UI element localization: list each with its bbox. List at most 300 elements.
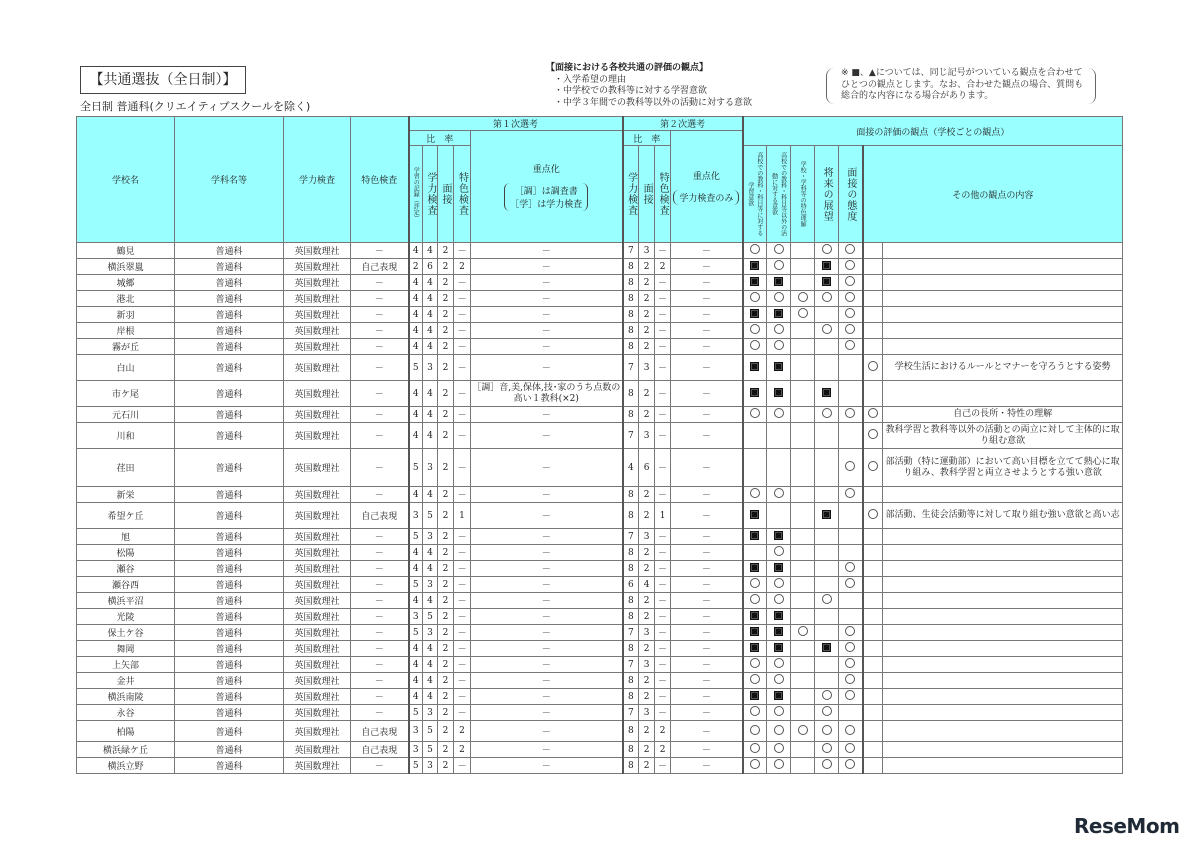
school-name: 城郷	[77, 275, 175, 291]
second-emphasis: －	[671, 673, 743, 689]
view-mark-cell	[791, 545, 815, 561]
second-emphasis: －	[671, 545, 743, 561]
first-ratio-value: 4	[423, 561, 438, 577]
other-view-text	[883, 721, 1123, 742]
circle-icon	[774, 260, 784, 270]
tokushoku-test: －	[351, 243, 409, 259]
second-ratio-value: 2	[639, 609, 655, 625]
first-ratio-value: －	[454, 593, 471, 609]
col-view-attitude: 面接の態度	[844, 166, 856, 222]
view-mark-cell	[791, 625, 815, 641]
circle-icon	[750, 408, 760, 418]
gakuryoku-subjects: 英国数理社	[284, 449, 351, 487]
view-mark-cell	[839, 323, 863, 339]
first-ratio-value: －	[454, 561, 471, 577]
view-mark-cell	[791, 355, 815, 381]
first-ratio-value: －	[454, 339, 471, 355]
second-ratio-value: －	[655, 291, 671, 307]
second-emphasis: －	[671, 503, 743, 529]
second-ratio-value: 8	[623, 259, 639, 275]
other-mark-cell	[863, 487, 883, 503]
circle-icon	[845, 292, 855, 302]
other-view-text: 学校生活におけるルールとマナーを守ろうとする姿勢	[883, 355, 1123, 381]
school-name: 希望ケ丘	[77, 503, 175, 529]
tokushoku-test: －	[351, 307, 409, 323]
first-emphasis: －	[471, 339, 623, 355]
second-emphasis: －	[671, 689, 743, 705]
view-mark-cell	[815, 503, 839, 529]
second-ratio-value: 8	[623, 721, 639, 742]
view-mark-cell	[791, 561, 815, 577]
gakuryoku-subjects: 英国数理社	[284, 291, 351, 307]
view-mark-cell	[743, 381, 767, 407]
tokushoku-test: －	[351, 449, 409, 487]
other-view-text	[883, 307, 1123, 323]
dept-name: 普通科	[175, 449, 284, 487]
gakuryoku-subjects: 英国数理社	[284, 259, 351, 275]
second-emphasis: －	[671, 561, 743, 577]
first-ratio-value: －	[454, 705, 471, 721]
view-mark-cell	[767, 307, 791, 323]
first-ratio-value: 4	[409, 487, 423, 503]
gakuryoku-subjects: 英国数理社	[284, 689, 351, 705]
second-ratio-value: －	[655, 275, 671, 291]
filled-square-icon	[750, 309, 759, 318]
first-ratio-value: 4	[409, 275, 423, 291]
first-ratio-value: 2	[438, 243, 454, 259]
circle-icon	[774, 546, 784, 556]
col-ratio-1: 比 率	[409, 131, 471, 146]
other-mark-cell	[863, 503, 883, 529]
second-emphasis: －	[671, 323, 743, 339]
first-ratio-value: 2	[438, 561, 454, 577]
col-other: その他の観点の内容	[863, 146, 1123, 243]
second-ratio-value: 8	[623, 758, 639, 774]
circle-icon	[750, 743, 760, 753]
view-mark-cell	[791, 449, 815, 487]
view-mark-cell	[839, 423, 863, 449]
circle-icon	[845, 725, 855, 735]
first-ratio-value: 4	[423, 641, 438, 657]
first-ratio-value: －	[454, 657, 471, 673]
first-ratio-value: 4	[409, 593, 423, 609]
first-ratio-value: 3	[409, 503, 423, 529]
first-ratio-value: 2	[438, 673, 454, 689]
other-mark-cell	[863, 323, 883, 339]
view-mark-cell	[767, 243, 791, 259]
second-ratio-value: 2	[639, 689, 655, 705]
circle-icon	[774, 658, 784, 668]
second-ratio-value: 3	[639, 529, 655, 545]
second-ratio-value: －	[655, 307, 671, 323]
other-view-text	[883, 291, 1123, 307]
second-emphasis: －	[671, 449, 743, 487]
view-mark-cell	[791, 407, 815, 423]
second-ratio-value: 2	[639, 593, 655, 609]
gakuryoku-subjects: 英国数理社	[284, 487, 351, 503]
other-mark-cell	[863, 657, 883, 673]
first-ratio-value: 1	[454, 503, 471, 529]
second-ratio-value: 7	[623, 625, 639, 641]
other-mark-cell	[863, 689, 883, 705]
view-mark-cell	[839, 243, 863, 259]
table-row	[77, 721, 1123, 742]
first-ratio-value: 2	[438, 275, 454, 291]
second-ratio-value: 3	[639, 657, 655, 673]
first-ratio-value: 2	[438, 742, 454, 758]
circle-icon	[750, 340, 760, 350]
second-ratio-value: 2	[639, 673, 655, 689]
filled-square-icon	[774, 691, 783, 700]
view-mark-cell	[815, 449, 839, 487]
second-ratio-value: 2	[639, 561, 655, 577]
dept-name: 普通科	[175, 291, 284, 307]
view-mark-cell	[815, 742, 839, 758]
second-emphasis: －	[671, 381, 743, 407]
view-mark-cell	[839, 689, 863, 705]
circle-icon	[750, 759, 760, 769]
tokushoku-test: －	[351, 355, 409, 381]
circle-icon	[774, 706, 784, 716]
second-ratio-value: 8	[623, 275, 639, 291]
second-emphasis: －	[671, 339, 743, 355]
second-ratio-value: －	[655, 407, 671, 423]
second-ratio-value: 4	[639, 577, 655, 593]
school-name: 白山	[77, 355, 175, 381]
view-mark-cell	[839, 545, 863, 561]
first-ratio-value: －	[454, 487, 471, 503]
view-mark-cell	[767, 705, 791, 721]
view-mark-cell	[791, 291, 815, 307]
filled-square-icon	[750, 261, 759, 270]
other-view-text	[883, 742, 1123, 758]
second-ratio-value: 8	[623, 545, 639, 561]
dept-name: 普通科	[175, 545, 284, 561]
table-row	[77, 449, 1123, 487]
tokushoku-test: －	[351, 407, 409, 423]
other-view-text	[883, 275, 1123, 291]
circle-icon	[868, 361, 878, 371]
filled-square-icon	[750, 563, 759, 572]
second-ratio-value: 2	[639, 641, 655, 657]
circle-icon	[845, 308, 855, 318]
second-ratio-value: 8	[623, 291, 639, 307]
second-emphasis: －	[671, 423, 743, 449]
second-ratio-value: －	[655, 705, 671, 721]
view-mark-cell	[767, 355, 791, 381]
view-mark-cell	[815, 577, 839, 593]
view-mark-cell	[815, 243, 839, 259]
view-mark-cell	[791, 641, 815, 657]
other-mark-cell	[863, 705, 883, 721]
circle-icon	[774, 725, 784, 735]
circle-icon	[845, 626, 855, 636]
second-ratio-value: －	[655, 545, 671, 561]
view-mark-cell	[743, 561, 767, 577]
first-ratio-value: 4	[409, 689, 423, 705]
other-view-text	[883, 259, 1123, 275]
view-mark-cell	[815, 641, 839, 657]
school-name: 横浜翠嵐	[77, 259, 175, 275]
other-mark-cell	[863, 275, 883, 291]
gakuryoku-subjects: 英国数理社	[284, 561, 351, 577]
view-mark-cell	[743, 545, 767, 561]
circle-icon	[750, 658, 760, 668]
first-emphasis: －	[471, 577, 623, 593]
filled-square-icon	[774, 362, 783, 371]
circle-icon	[845, 759, 855, 769]
circle-icon	[822, 408, 832, 418]
first-ratio-value: －	[454, 529, 471, 545]
first-ratio-value: 2	[438, 545, 454, 561]
first-emphasis: －	[471, 625, 623, 641]
first-ratio-value: －	[454, 673, 471, 689]
col-r1-record: 学習の記録（評定）	[412, 167, 420, 221]
view-mark-cell	[815, 355, 839, 381]
table-row	[77, 689, 1123, 705]
view-mark-cell	[839, 641, 863, 657]
first-ratio-value: 2	[409, 259, 423, 275]
first-ratio-value: 4	[423, 407, 438, 423]
first-emphasis: －	[471, 323, 623, 339]
other-view-text	[883, 381, 1123, 407]
filled-square-icon	[774, 531, 783, 540]
school-name: 霧が丘	[77, 339, 175, 355]
view-mark-cell	[791, 339, 815, 355]
dept-name: 普通科	[175, 307, 284, 323]
first-ratio-value: 4	[409, 307, 423, 323]
table-row	[77, 657, 1123, 673]
other-mark-cell	[863, 381, 883, 407]
other-mark-cell	[863, 742, 883, 758]
table-row	[77, 673, 1123, 689]
first-emphasis: －	[471, 423, 623, 449]
view-mark-cell	[767, 577, 791, 593]
second-emphasis: －	[671, 758, 743, 774]
school-name: 保土ケ谷	[77, 625, 175, 641]
second-ratio-value: 7	[623, 529, 639, 545]
view-mark-cell	[743, 487, 767, 503]
school-name: 市ケ尾	[77, 381, 175, 407]
view-mark-cell	[839, 307, 863, 323]
school-name: 舞岡	[77, 641, 175, 657]
first-ratio-value: 4	[423, 381, 438, 407]
col-view-activity: 高校での教科・科目等以外の活動に対する意欲	[770, 152, 787, 236]
view-mark-cell	[743, 243, 767, 259]
circle-icon	[774, 488, 784, 498]
second-ratio-value: 8	[623, 503, 639, 529]
view-mark-cell	[767, 323, 791, 339]
other-view-text: 部活動（特に運動部）において高い目標を立てて熱心に取り組み、教科学習と両立させようとする強い意欲	[883, 449, 1123, 487]
view-mark-cell	[791, 657, 815, 673]
view-mark-cell	[791, 487, 815, 503]
view-mark-cell	[767, 593, 791, 609]
view-mark-cell	[767, 609, 791, 625]
filled-square-icon	[822, 510, 831, 519]
other-view-text	[883, 657, 1123, 673]
view-mark-cell	[791, 689, 815, 705]
first-ratio-value: 2	[438, 355, 454, 381]
circle-icon	[868, 461, 878, 471]
first-emphasis: －	[471, 503, 623, 529]
dept-name: 普通科	[175, 355, 284, 381]
circle-icon	[822, 706, 832, 716]
dept-name: 普通科	[175, 243, 284, 259]
table-row	[77, 307, 1123, 323]
circle-icon	[774, 594, 784, 604]
table-row	[77, 545, 1123, 561]
jut1-note: ［調］は調査書 ［学］は学力検査	[504, 183, 588, 211]
first-ratio-value: －	[454, 545, 471, 561]
second-emphasis: －	[671, 593, 743, 609]
other-mark-cell	[863, 721, 883, 742]
first-ratio-value: 3	[423, 449, 438, 487]
first-ratio-value: －	[454, 577, 471, 593]
other-mark-cell	[863, 625, 883, 641]
circle-icon	[822, 759, 832, 769]
table-row	[77, 407, 1123, 423]
view-mark-cell	[743, 758, 767, 774]
second-ratio-value: 8	[623, 487, 639, 503]
other-view-text	[883, 673, 1123, 689]
filled-square-icon	[774, 627, 783, 636]
first-ratio-value: 4	[423, 339, 438, 355]
view-mark-cell	[815, 529, 839, 545]
view-mark-cell	[815, 339, 839, 355]
dept-name: 普通科	[175, 689, 284, 705]
circle-icon	[845, 743, 855, 753]
col-jut1	[471, 131, 623, 243]
second-emphasis: －	[671, 742, 743, 758]
view-mark-cell	[815, 381, 839, 407]
first-emphasis: －	[471, 673, 623, 689]
second-emphasis: －	[671, 355, 743, 381]
dept-name: 普通科	[175, 259, 284, 275]
view-mark-cell	[839, 673, 863, 689]
second-ratio-value: 8	[623, 381, 639, 407]
other-view-text	[883, 577, 1123, 593]
first-ratio-value: 2	[438, 423, 454, 449]
second-ratio-value: 2	[655, 721, 671, 742]
document-title: 【共通選抜（全日制）】	[80, 66, 246, 94]
dept-name: 普通科	[175, 323, 284, 339]
second-ratio-value: 8	[623, 323, 639, 339]
first-ratio-value: －	[454, 641, 471, 657]
tokushoku-test: －	[351, 529, 409, 545]
second-ratio-value: 2	[655, 259, 671, 275]
other-view-text	[883, 689, 1123, 705]
gakuryoku-subjects: 英国数理社	[284, 423, 351, 449]
other-mark-cell	[863, 291, 883, 307]
view-mark-cell	[743, 705, 767, 721]
second-ratio-value: 2	[639, 291, 655, 307]
other-mark-cell	[863, 307, 883, 323]
first-ratio-value: 6	[423, 259, 438, 275]
view-mark-cell	[743, 641, 767, 657]
first-ratio-value: 5	[409, 758, 423, 774]
gakuryoku-subjects: 英国数理社	[284, 609, 351, 625]
first-emphasis: －	[471, 641, 623, 657]
circle-icon	[845, 488, 855, 498]
filled-square-icon	[774, 388, 783, 397]
first-ratio-value: 4	[423, 423, 438, 449]
dept-name: 普通科	[175, 487, 284, 503]
view-mark-cell	[743, 449, 767, 487]
second-ratio-value: －	[655, 487, 671, 503]
view-mark-cell	[767, 529, 791, 545]
second-ratio-value: －	[655, 657, 671, 673]
view-mark-cell	[743, 259, 767, 275]
remark-text: ■、▲については、同じ記号がついている観点を合わせてひとつの観点とします。なお、合わせた観点の場合、質問も総合的な内容になる場合があります。	[841, 68, 1084, 101]
first-emphasis: －	[471, 407, 623, 423]
view-mark-cell	[815, 625, 839, 641]
circle-icon	[868, 429, 878, 439]
first-ratio-value: 5	[409, 355, 423, 381]
first-ratio-value: －	[454, 323, 471, 339]
second-ratio-value: 7	[623, 355, 639, 381]
circle-icon	[822, 743, 832, 753]
other-mark-cell	[863, 609, 883, 625]
circle-icon	[845, 276, 855, 286]
school-name: 光陵	[77, 609, 175, 625]
view-mark-cell	[767, 275, 791, 291]
second-ratio-value: 3	[639, 243, 655, 259]
circle-icon	[774, 408, 784, 418]
second-ratio-value: 6	[639, 449, 655, 487]
view-mark-cell	[839, 487, 863, 503]
second-ratio-value: 8	[623, 339, 639, 355]
other-view-text	[883, 545, 1123, 561]
second-ratio-value: 3	[639, 625, 655, 641]
view-mark-cell	[815, 423, 839, 449]
gakuryoku-subjects: 英国数理社	[284, 657, 351, 673]
view-mark-cell	[839, 705, 863, 721]
common-criteria-item: ・中学３年間での教科等以外の活動に対する意欲	[554, 97, 753, 108]
view-mark-cell	[839, 503, 863, 529]
first-ratio-value: 3	[423, 355, 438, 381]
first-ratio-value: －	[454, 243, 471, 259]
first-ratio-value: 5	[423, 742, 438, 758]
table-row	[77, 529, 1123, 545]
school-name: 川和	[77, 423, 175, 449]
remark-mark: ※	[841, 68, 849, 78]
second-ratio-value: 2	[639, 323, 655, 339]
second-ratio-value: －	[655, 577, 671, 593]
view-mark-cell	[815, 487, 839, 503]
filled-square-icon	[774, 309, 783, 318]
circle-icon	[845, 658, 855, 668]
col-r1-test: 学力検査	[425, 172, 436, 216]
first-ratio-value: 3	[423, 577, 438, 593]
col-gakuryoku: 学力検査	[284, 117, 351, 243]
tokushoku-test: －	[351, 339, 409, 355]
first-ratio-value: 5	[409, 529, 423, 545]
view-mark-cell	[839, 355, 863, 381]
second-ratio-value: 8	[623, 307, 639, 323]
first-ratio-value: 4	[409, 561, 423, 577]
gakuryoku-subjects: 英国数理社	[284, 407, 351, 423]
other-view-text	[883, 323, 1123, 339]
circle-icon	[845, 244, 855, 254]
view-mark-cell	[767, 407, 791, 423]
other-view-text	[883, 487, 1123, 503]
circle-icon	[750, 706, 760, 716]
table-row	[77, 323, 1123, 339]
other-view-text	[883, 641, 1123, 657]
view-mark-cell	[743, 577, 767, 593]
first-ratio-value: 2	[438, 593, 454, 609]
tokushoku-test: －	[351, 561, 409, 577]
